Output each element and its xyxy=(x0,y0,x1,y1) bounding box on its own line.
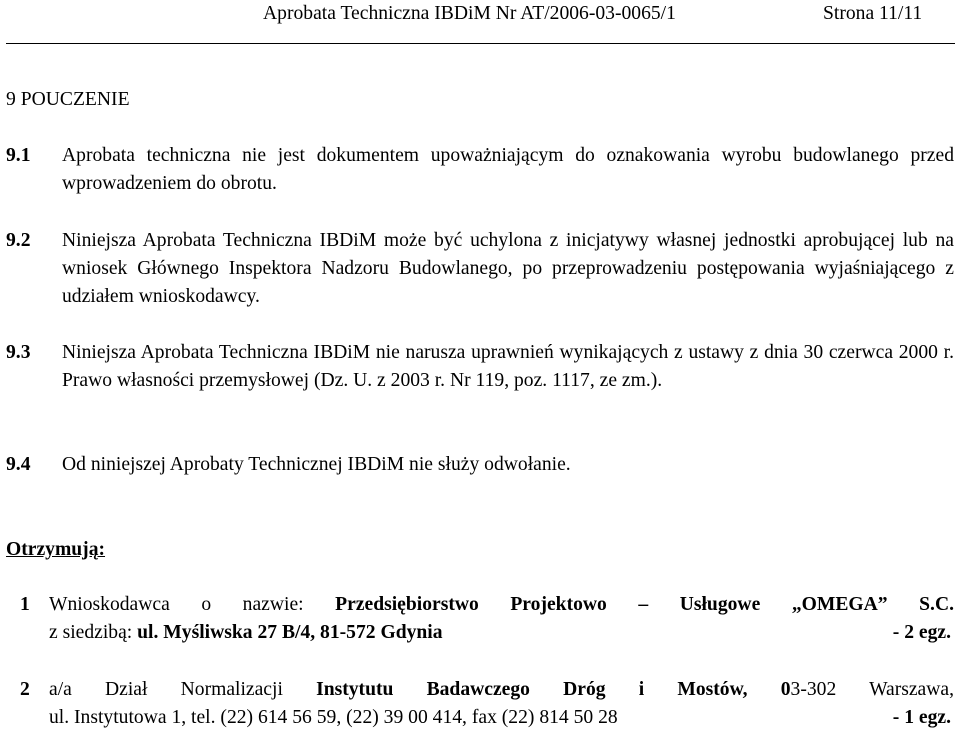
paragraph-text: Aprobata techniczna nie jest dokumentem upoważniającym do oznakowania wyrobu budowlanego przed wprowadzeniem do obrotu. xyxy=(62,145,954,194)
paragraph-number: 9.3 xyxy=(6,342,31,363)
paragraph-number: 9.4 xyxy=(6,454,31,475)
paragraph-text: Od niniejszej Aprobaty Technicznej IBDiM nie służy odwołanie. xyxy=(62,454,571,475)
recipient-name: Przedsiębiorstwo Projektowo – Usługowe „OMEGA” S.C. xyxy=(335,594,954,615)
recipient-line-1 xyxy=(49,591,954,619)
recipient-address: ul. Myśliwska 27 B/4, 81-572 Gdynia xyxy=(137,622,443,643)
recipient-name: Instytutu Badawczego Dróg i Mostów, 0 xyxy=(316,679,791,700)
paragraph-text: Niniejsza Aprobata Techniczna IBDiM nie narusza uprawnień wynikających z ustawy z dnia 30 czerwca 2000 r. Prawo własności przemysłowej (Dz. U. z 2003 r. Nr 119, poz. 1117, ze zm.). xyxy=(62,342,954,391)
header-divider xyxy=(6,43,955,44)
copies-count: - 1 egz. xyxy=(892,707,951,728)
recipient-number: 2 xyxy=(20,679,30,700)
paragraph-9-1 xyxy=(6,142,954,198)
recipient-number: 1 xyxy=(20,594,30,615)
paragraph-number: 9.2 xyxy=(6,230,31,251)
recipient-label: Wnioskodawca o nazwie: xyxy=(49,594,336,615)
paragraph-text: Niniejsza Aprobata Techniczna IBDiM może być uchylona z inicjatywy własnej jednostki aprobującej lub na wniosek Głównego Inspektora Nadzoru Budowlanego, po przeprowadzeniu postępowania wyjaśniającego z udziałem wnioskodawcy. xyxy=(62,230,954,307)
paragraph-9-2 xyxy=(6,227,954,311)
recipient-address: ul. Instytutowa 1, tel. (22) 614 56 59, (22) 39 00 414, fax (22) 814 50 28 xyxy=(49,707,618,728)
paragraph-9-3 xyxy=(6,339,954,395)
recipient-item-1 xyxy=(6,591,954,647)
paragraph-number: 9.1 xyxy=(6,145,31,166)
recipient-line-2 xyxy=(49,619,954,647)
recipient-address-label: z siedzibą: xyxy=(49,622,138,643)
document-reference: Aprobata Techniczna IBDiM Nr AT/2006-03-0065/1 xyxy=(263,3,676,24)
page-number: Strona 11/11 xyxy=(823,3,923,24)
paragraph-9-4 xyxy=(6,451,954,479)
recipient-label: a/a Dział Normalizacji xyxy=(49,679,317,700)
recipient-line-1 xyxy=(49,676,954,704)
copies-count: - 2 egz. xyxy=(892,622,951,643)
section-title: 9 POUCZENIE xyxy=(6,89,130,110)
recipients-heading: Otrzymują: xyxy=(6,539,106,560)
recipient-item-2 xyxy=(6,676,954,732)
recipient-city: 3-302 Warszawa, xyxy=(790,679,954,700)
